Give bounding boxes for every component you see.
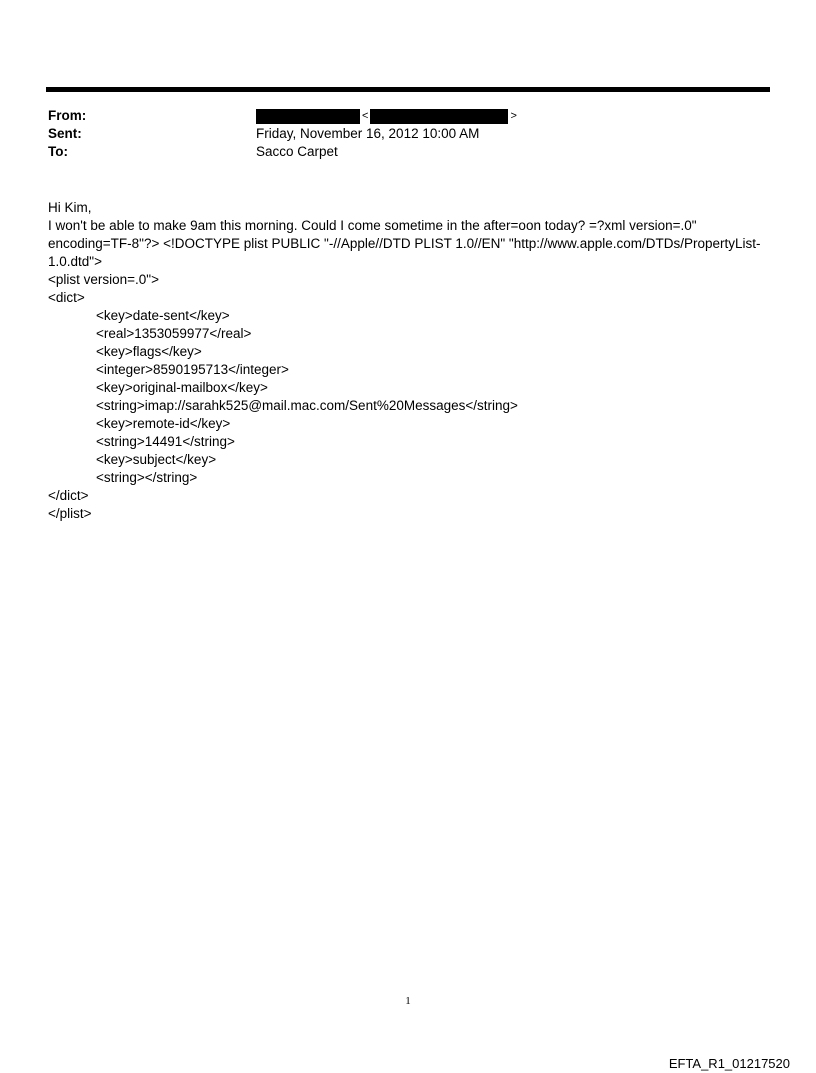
from-value [256,107,519,125]
close-bracket: > [510,110,517,122]
dict-line: <string>imap://sarahk525@mail.mac.com/Sent%20Messages</string> [96,398,518,413]
sent-label: Sent: [48,126,82,141]
plist-open: <plist version=.0"> [48,272,159,287]
email-body [48,199,772,523]
email-header [48,107,768,161]
dict-open: <dict> [48,290,85,305]
greeting: Hi Kim, [48,200,92,215]
message-paragraph: I won't be able to make 9am this morning. Could I come sometime in the after=oon today? =?xml version=.0" encoding=TF-8"?> <!DOCTYPE plist PUBLIC "-//Apple//DTD PLIST 1.0//EN" "http://www.apple.com/DTDs/PropertyList-1.0.dtd"> [48,218,761,269]
dict-line: <real>1353059977</real> [96,326,252,341]
plist-close: </plist> [48,506,92,521]
to-row [48,143,768,161]
to-label: To: [48,144,68,159]
from-label: From: [48,108,87,123]
open-bracket: < [362,110,369,122]
dict-line: <key>date-sent</key> [96,308,230,323]
dict-line: <key>subject</key> [96,452,217,467]
redacted-sender-name [256,109,360,124]
from-row [48,107,768,125]
dict-close: </dict> [48,488,89,503]
dict-line: <key>flags</key> [96,344,202,359]
sent-value: Friday, November 16, 2012 10:00 AM [256,126,480,141]
dict-line: <integer>8590195713</integer> [96,362,289,377]
redacted-sender-email [370,109,508,124]
dict-line: <string>14491</string> [96,434,235,449]
to-value: Sacco Carpet [256,144,338,159]
dict-line: <key>remote-id</key> [96,416,231,431]
document-id: EFTA_R1_01217520 [668,1056,790,1071]
dict-line: <key>original-mailbox</key> [96,380,268,395]
sent-row [48,125,768,143]
dict-line: <string></string> [96,470,198,485]
page-number: 1 [405,995,411,1007]
header-rule [46,87,770,92]
